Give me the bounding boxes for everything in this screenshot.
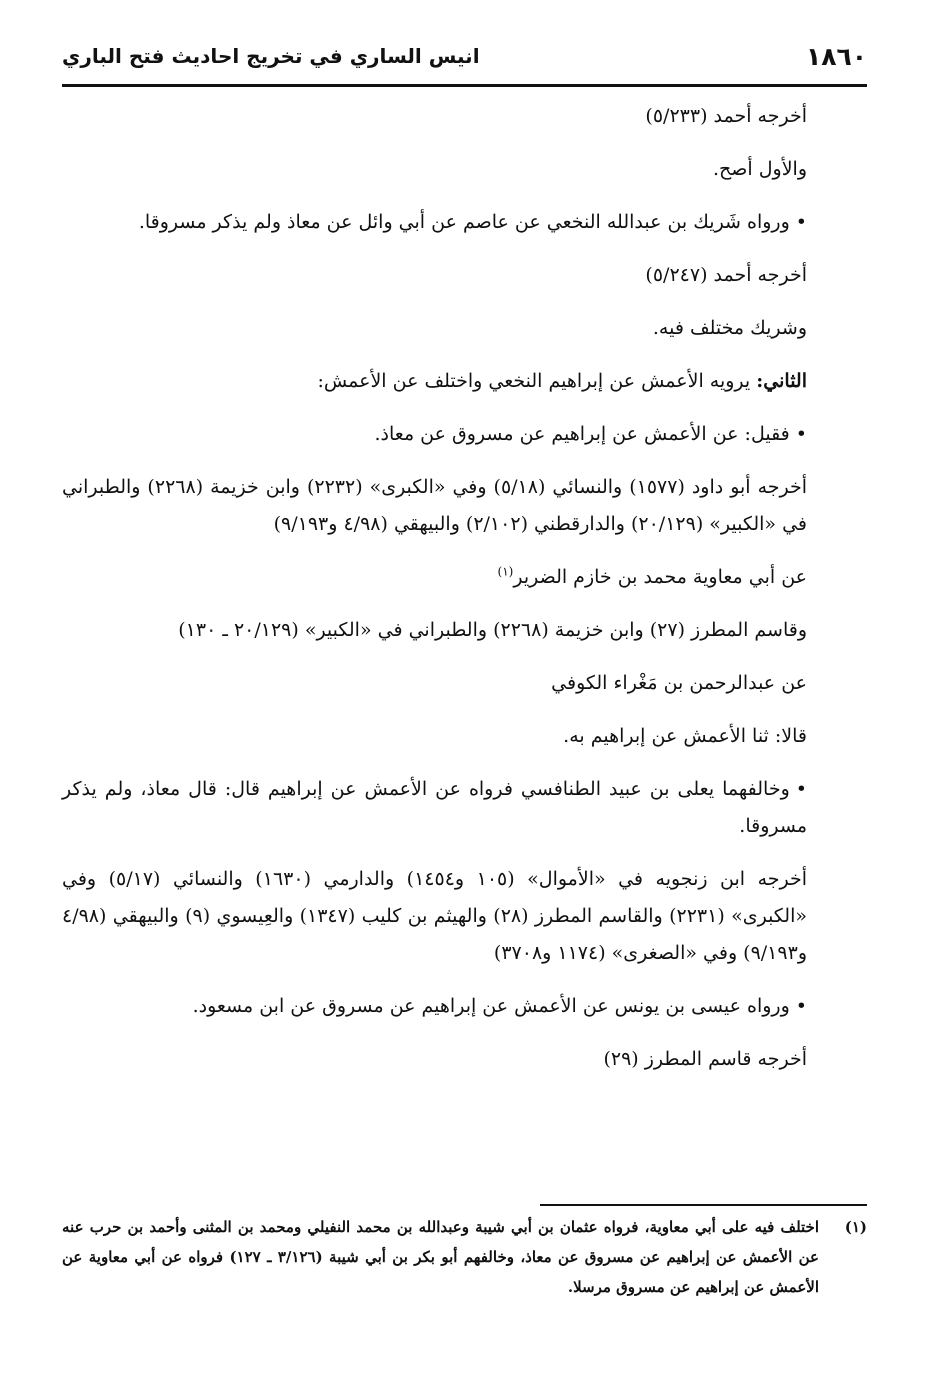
paragraph: أخرجه ابن زنجويه في «الأموال» (١٠٥ و١٤٥٤) والدارمي (١٦٣٠) والنسائي (٥/١٧) وفي «الكبرى» (٢٢٣١) والقاسم المطرز (٢٨) والهيثم بن كليب (١٣٤٧) والعِيسوي (٩) والبيهقي (٤/٩٨ و٩/١٩٣) وفي «الصغرى» (١١٧٤ و٣٧٠٨) <box>62 868 808 964</box>
main-text <box>62 98 867 1094</box>
book-title: انيس الساري في تخريج احاديث فتح الباري <box>62 44 480 68</box>
bullet-paragraph: •فقيل: عن الأعمش عن إبراهيم عن مسروق عن معاذ. <box>374 423 807 445</box>
paragraph: وقاسم المطرز (٢٧) وابن خزيمة (٢٢٦٨) والطبراني في «الكبير» (٢٠/١٢٩ ـ ١٣٠) <box>178 619 807 641</box>
footnote-reference: (١) <box>497 564 514 579</box>
header-divider <box>62 84 867 87</box>
footnote-divider <box>540 1204 867 1206</box>
paragraph: قالا: ثنا الأعمش عن إبراهيم به. <box>563 725 807 747</box>
paragraph: عن أبي معاوية محمد بن خازم الضرير$^{(١)}$ <box>497 564 807 588</box>
paragraph: والأول أصح. <box>712 158 807 180</box>
footnote-number: (١) <box>844 1218 867 1236</box>
running-header <box>62 40 867 82</box>
paragraph: عن عبدالرحمن بن مَغْراء الكوفي <box>551 672 807 694</box>
paragraph: أخرجه أحمد (٥/٢٤٧) <box>645 264 807 286</box>
paragraph: أخرجه قاسم المطرز (٢٩) <box>603 1048 807 1070</box>
bullet-paragraph: •وخالفهما يعلى بن عبيد الطنافسي فرواه عن الأعمش عن إبراهيم قال: قال معاذ، ولم يذكر مسروقا. <box>62 778 807 837</box>
bullet-icon: • <box>795 423 807 445</box>
footnotes <box>62 1212 867 1302</box>
paragraph: أخرجه أحمد (٥/٢٣٣) <box>645 105 807 127</box>
bullet-icon: • <box>795 211 807 233</box>
page-number: ١٨٦٠ <box>805 42 867 71</box>
paragraph: وشريك مختلف فيه. <box>652 317 807 339</box>
bullet-icon: • <box>795 995 807 1017</box>
bullet-paragraph: •ورواه عيسى بن يونس عن الأعمش عن إبراهيم عن مسروق عن ابن مسعود. <box>192 995 807 1017</box>
bullet-icon: • <box>795 778 807 800</box>
footnote-text: اختلف فيه على أبي معاوية، فرواه عثمان بن أبي شيبة وعبدالله بن محمد النفيلي ومحمد بن المثنى وأحمد بن حرب عنه عن الأعمش عن إبراهيم عن مسروق عن معاذ، وخالفهم أبو بكر بن أبي شيبة (٣/١٢٦ ـ ١٢٧) فرواه عن أبي معاوية عن الأعمش عن إبراهيم عن مسروق مرسلا. <box>62 1218 819 1296</box>
footnote <box>62 1212 867 1302</box>
bullet-paragraph: •ورواه شَريك بن عبدالله النخعي عن عاصم عن أبي وائل عن معاذ ولم يذكر مسروقا. <box>138 211 807 233</box>
section-paragraph: الثاني: يرويه الأعمش عن إبراهيم النخعي واختلف عن الأعمش: <box>317 370 807 392</box>
section-lead: الثاني: <box>756 370 807 392</box>
paragraph: أخرجه أبو داود (١٥٧٧) والنسائي (٥/١٨) وفي «الكبرى» (٢٢٣٢) وابن خزيمة (٢٢٦٨) والطبراني في «الكبير» (٢٠/١٢٩) والدارقطني (٢/١٠٢) والبيهقي (٤/٩٨ و٩/١٩٣) <box>62 476 808 535</box>
